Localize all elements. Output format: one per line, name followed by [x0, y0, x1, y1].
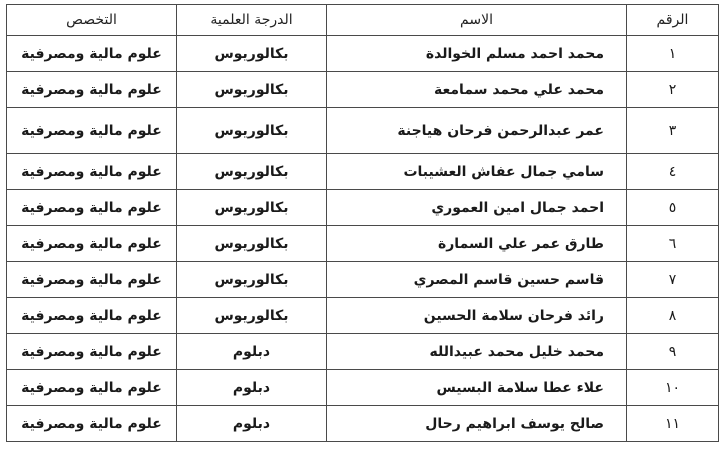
table-row — [7, 370, 719, 406]
cell-name: طارق عمر علي السمارة — [327, 226, 627, 262]
cell-specialty: علوم مالية ومصرفية — [7, 108, 177, 154]
cell-specialty: علوم مالية ومصرفية — [7, 334, 177, 370]
cell-name: صالح يوسف ابراهيم رحال — [327, 406, 627, 442]
cell-number: ١ — [627, 36, 719, 72]
cell-specialty: علوم مالية ومصرفية — [7, 72, 177, 108]
table-row — [7, 334, 719, 370]
cell-degree: بكالوريوس — [177, 72, 327, 108]
cell-degree: بكالوريوس — [177, 262, 327, 298]
cell-number: ٤ — [627, 154, 719, 190]
cell-specialty: علوم مالية ومصرفية — [7, 370, 177, 406]
cell-specialty: علوم مالية ومصرفية — [7, 154, 177, 190]
staff-table — [6, 4, 719, 442]
cell-name: سامي جمال عفاش العشيبات — [327, 154, 627, 190]
cell-name: عمر عبدالرحمن فرحان هياجنة — [327, 108, 627, 154]
table-row — [7, 262, 719, 298]
cell-name: محمد خليل محمد عبيدالله — [327, 334, 627, 370]
cell-specialty: علوم مالية ومصرفية — [7, 226, 177, 262]
cell-degree: بكالوريوس — [177, 154, 327, 190]
cell-number: ١١ — [627, 406, 719, 442]
cell-number: ٩ — [627, 334, 719, 370]
header-specialty: التخصص — [7, 5, 177, 36]
cell-number: ٨ — [627, 298, 719, 334]
table-row — [7, 72, 719, 108]
cell-number: ٧ — [627, 262, 719, 298]
cell-degree: بكالوريوس — [177, 36, 327, 72]
table-row — [7, 226, 719, 262]
cell-name: محمد احمد مسلم الخوالدة — [327, 36, 627, 72]
table-row — [7, 36, 719, 72]
cell-name: رائد فرحان سلامة الحسين — [327, 298, 627, 334]
header-name: الاسم — [327, 5, 627, 36]
cell-name: محمد علي محمد سمامعة — [327, 72, 627, 108]
cell-degree: بكالوريوس — [177, 108, 327, 154]
cell-specialty: علوم مالية ومصرفية — [7, 406, 177, 442]
cell-specialty: علوم مالية ومصرفية — [7, 298, 177, 334]
cell-degree: بكالوريوس — [177, 190, 327, 226]
cell-specialty: علوم مالية ومصرفية — [7, 262, 177, 298]
cell-name: قاسم حسين قاسم المصري — [327, 262, 627, 298]
cell-degree: بكالوريوس — [177, 226, 327, 262]
cell-number: ١٠ — [627, 370, 719, 406]
table-row — [7, 108, 719, 154]
cell-degree: دبلوم — [177, 370, 327, 406]
header-row — [7, 5, 719, 36]
cell-degree: دبلوم — [177, 334, 327, 370]
cell-degree: دبلوم — [177, 406, 327, 442]
header-degree: الدرجة العلمية — [177, 5, 327, 36]
table-row — [7, 190, 719, 226]
cell-name: احمد جمال امين العموري — [327, 190, 627, 226]
header-number: الرقم — [627, 5, 719, 36]
cell-number: ٦ — [627, 226, 719, 262]
cell-specialty: علوم مالية ومصرفية — [7, 190, 177, 226]
cell-specialty: علوم مالية ومصرفية — [7, 36, 177, 72]
cell-number: ٥ — [627, 190, 719, 226]
cell-number: ٣ — [627, 108, 719, 154]
cell-degree: بكالوريوس — [177, 298, 327, 334]
table-row — [7, 406, 719, 442]
table-row — [7, 298, 719, 334]
table-row — [7, 154, 719, 190]
cell-name: علاء عطا سلامة البسيس — [327, 370, 627, 406]
cell-number: ٢ — [627, 72, 719, 108]
